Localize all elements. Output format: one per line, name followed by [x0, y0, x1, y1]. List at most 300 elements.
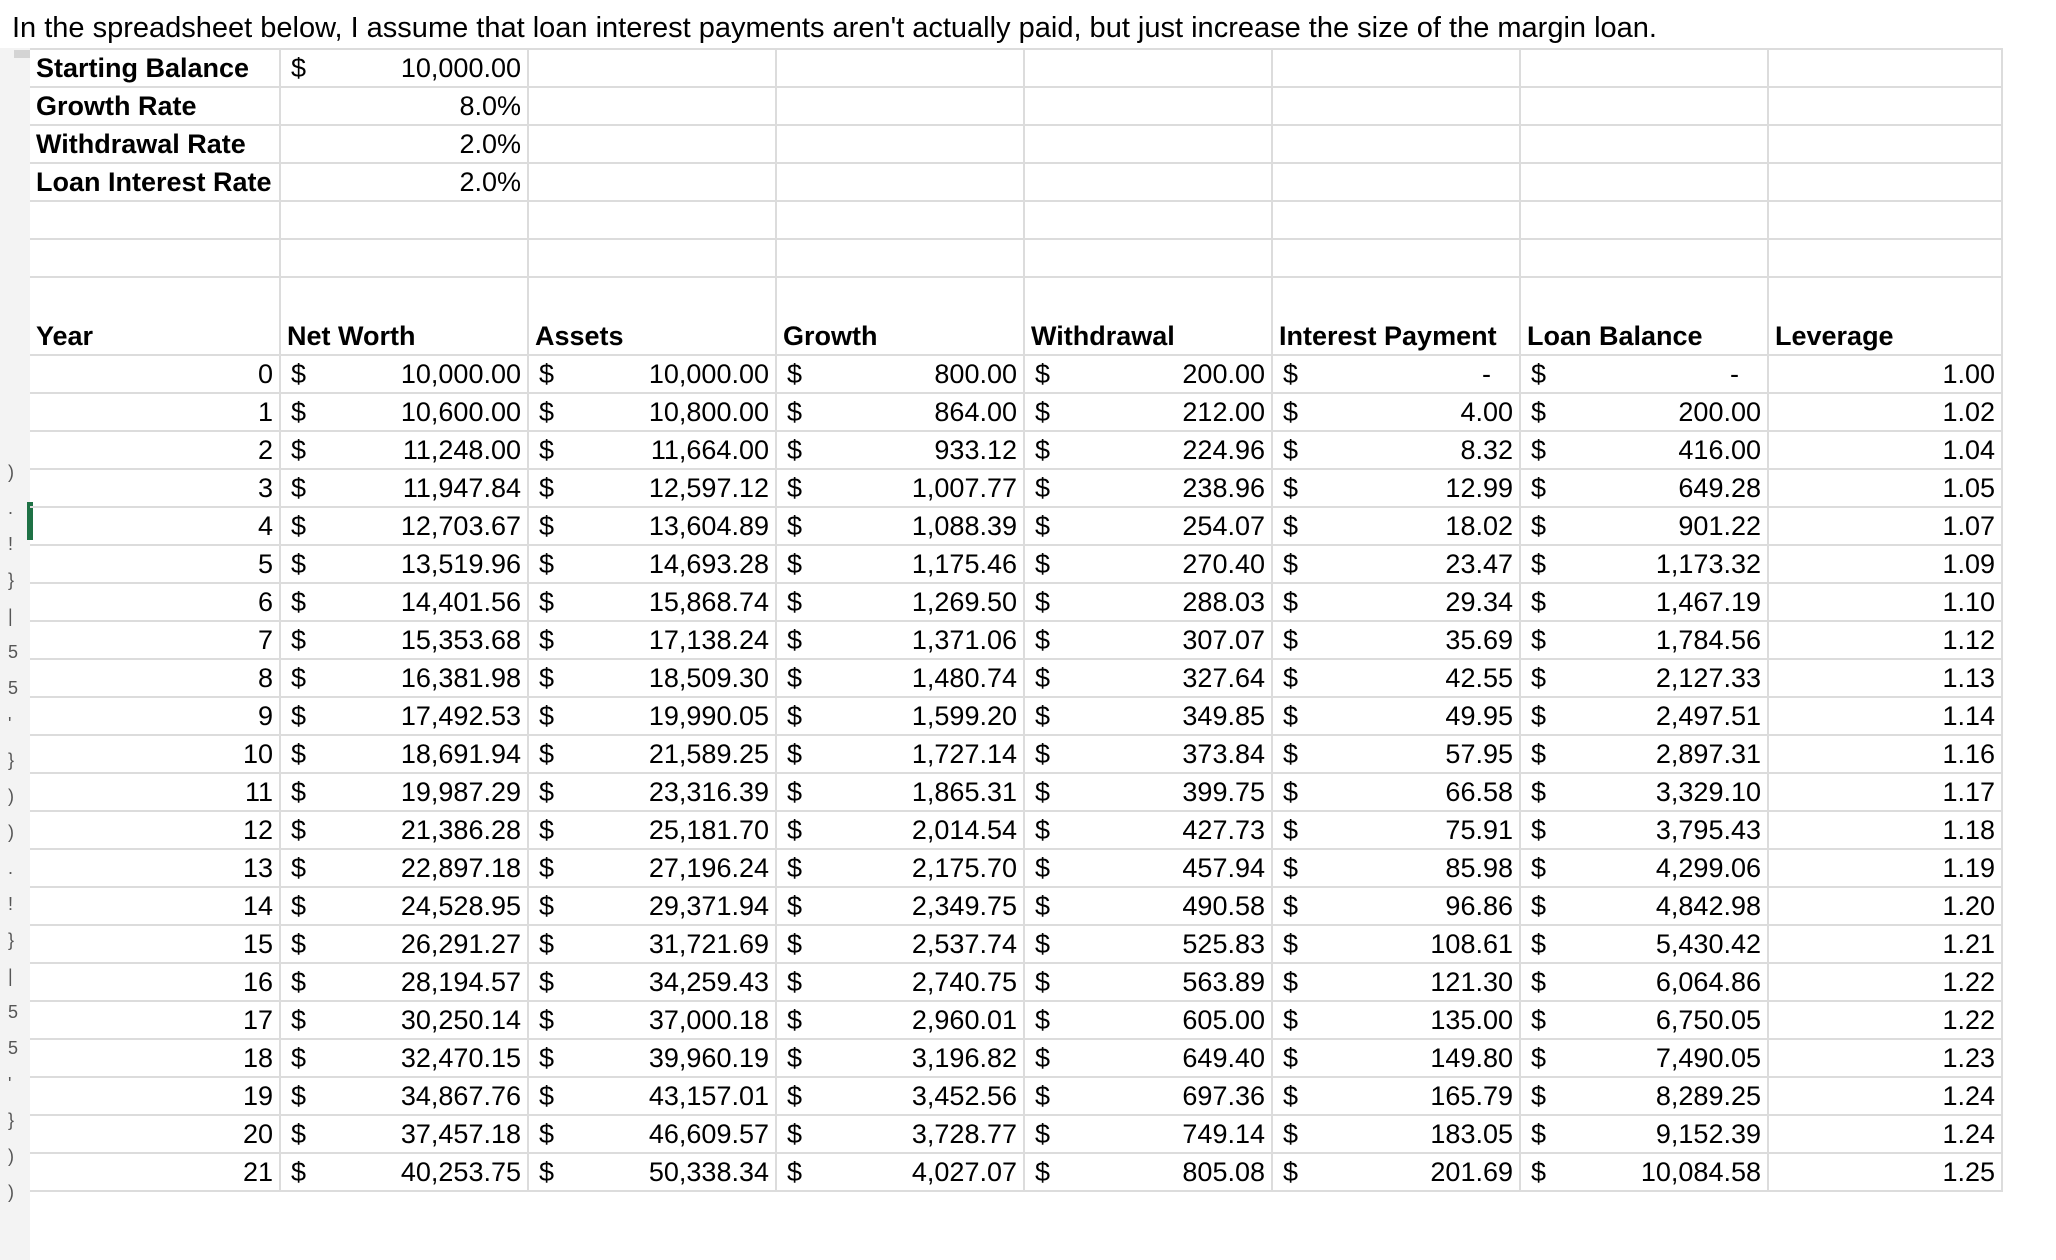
net-worth-cell[interactable] [280, 659, 528, 697]
table-row [30, 849, 2002, 887]
currency-symbol: $ [291, 53, 307, 83]
cell-value: 18,691.94 [400, 739, 521, 769]
currency-symbol: $ [1283, 777, 1299, 807]
cell-value: 57.95 [1445, 739, 1513, 769]
leverage-cell[interactable]: 1.18 [1768, 811, 2002, 849]
withdrawal-cell[interactable] [1024, 1001, 1272, 1039]
growth-cell[interactable] [776, 583, 1024, 621]
param-value[interactable] [280, 49, 528, 87]
cell-value: 34,259.43 [648, 967, 769, 997]
currency-symbol: $ [787, 1005, 803, 1035]
table-row [30, 925, 2002, 963]
withdrawal-cell[interactable] [1024, 963, 1272, 1001]
currency-symbol: $ [1035, 701, 1051, 731]
leverage-cell[interactable]: 1.04 [1768, 431, 2002, 469]
net-worth-cell[interactable] [280, 355, 528, 393]
currency-symbol: $ [1531, 777, 1547, 807]
net-worth-cell[interactable] [280, 1077, 528, 1115]
year-cell[interactable]: 7 [30, 621, 280, 659]
interest-payment-cell[interactable] [1272, 811, 1520, 849]
currency-symbol: $ [1283, 511, 1299, 541]
net-worth-cell[interactable] [280, 1115, 528, 1153]
withdrawal-cell[interactable] [1024, 545, 1272, 583]
currency-symbol: $ [1035, 1157, 1051, 1187]
year-cell[interactable]: 15 [30, 925, 280, 963]
currency-symbol: $ [1035, 739, 1051, 769]
currency-symbol: $ [1035, 511, 1051, 541]
interest-payment-cell[interactable] [1272, 697, 1520, 735]
year-cell[interactable]: 18 [30, 1039, 280, 1077]
row-number-fragment: ) [8, 1146, 14, 1166]
net-worth-cell[interactable] [280, 1001, 528, 1039]
interest-payment-cell[interactable] [1272, 583, 1520, 621]
cell-value: 49.95 [1445, 701, 1513, 731]
interest-payment-cell[interactable] [1272, 393, 1520, 431]
currency-symbol: $ [291, 1005, 307, 1035]
loan-balance-cell[interactable] [1520, 963, 1768, 1001]
growth-cell[interactable] [776, 1153, 1024, 1191]
growth-cell[interactable] [776, 1115, 1024, 1153]
loan-balance-cell[interactable] [1520, 583, 1768, 621]
leverage-cell[interactable]: 1.07 [1768, 507, 2002, 545]
currency-symbol: $ [1035, 777, 1051, 807]
year-cell[interactable]: 16 [30, 963, 280, 1001]
withdrawal-cell[interactable] [1024, 697, 1272, 735]
currency-symbol: $ [1035, 1119, 1051, 1149]
cell-value: 4,842.98 [1655, 891, 1761, 921]
withdrawal-cell[interactable] [1024, 507, 1272, 545]
year-cell[interactable]: 5 [30, 545, 280, 583]
cell-value: 5,430.42 [1655, 929, 1761, 959]
interest-payment-cell[interactable] [1272, 849, 1520, 887]
interest-payment-cell[interactable] [1272, 659, 1520, 697]
loan-balance-cell[interactable] [1520, 773, 1768, 811]
header-year[interactable]: Year [30, 277, 280, 355]
net-worth-cell[interactable] [280, 545, 528, 583]
assets-cell[interactable] [528, 697, 776, 735]
growth-cell[interactable] [776, 1077, 1024, 1115]
interest-payment-cell[interactable] [1272, 925, 1520, 963]
row-number-fragment: 5 [8, 678, 19, 698]
loan-balance-cell[interactable] [1520, 1115, 1768, 1153]
assets-cell[interactable] [528, 811, 776, 849]
currency-symbol: $ [1283, 1043, 1299, 1073]
header-assets[interactable]: Assets [528, 277, 776, 355]
cell-value: 212.00 [1182, 397, 1265, 427]
currency-symbol: $ [787, 663, 803, 693]
blank-row [30, 201, 2002, 239]
interest-payment-cell[interactable] [1272, 735, 1520, 773]
currency-symbol: $ [787, 511, 803, 541]
assets-cell[interactable] [528, 925, 776, 963]
net-worth-cell[interactable] [280, 849, 528, 887]
loan-balance-cell[interactable] [1520, 1077, 1768, 1115]
param-value[interactable]: 2.0% [280, 163, 528, 201]
row-header-gutter [0, 48, 30, 1260]
year-cell[interactable]: 9 [30, 697, 280, 735]
growth-cell[interactable] [776, 469, 1024, 507]
cell-value: 23,316.39 [648, 777, 769, 807]
assets-cell[interactable] [528, 469, 776, 507]
cell-value: 17,138.24 [648, 625, 769, 655]
loan-balance-cell[interactable] [1520, 697, 1768, 735]
table-row [30, 811, 2002, 849]
growth-cell[interactable] [776, 735, 1024, 773]
year-cell[interactable]: 13 [30, 849, 280, 887]
cell-value: 490.58 [1182, 891, 1265, 921]
growth-cell[interactable] [776, 887, 1024, 925]
interest-payment-cell[interactable] [1272, 1077, 1520, 1115]
table-row [30, 773, 2002, 811]
leverage-cell[interactable]: 1.13 [1768, 659, 2002, 697]
currency-symbol: $ [787, 1081, 803, 1111]
withdrawal-cell[interactable] [1024, 773, 1272, 811]
currency-symbol: $ [1035, 549, 1051, 579]
row-number-fragment: 5 [8, 1002, 19, 1022]
param-value[interactable]: 2.0% [280, 125, 528, 163]
currency-symbol: $ [291, 1081, 307, 1111]
cell-value: 1,088.39 [911, 511, 1017, 541]
leverage-cell[interactable]: 1.22 [1768, 963, 2002, 1001]
withdrawal-cell[interactable] [1024, 659, 1272, 697]
net-worth-cell[interactable] [280, 811, 528, 849]
year-cell[interactable]: 17 [30, 1001, 280, 1039]
param-row [30, 163, 2002, 201]
currency-symbol: $ [539, 891, 555, 921]
leverage-cell[interactable]: 1.25 [1768, 1153, 2002, 1191]
growth-cell[interactable] [776, 507, 1024, 545]
cell-value: 307.07 [1182, 625, 1265, 655]
param-value[interactable]: 8.0% [280, 87, 528, 125]
leverage-cell[interactable]: 1.21 [1768, 925, 2002, 963]
year-cell[interactable]: 11 [30, 773, 280, 811]
growth-cell[interactable] [776, 355, 1024, 393]
interest-payment-cell[interactable] [1272, 1153, 1520, 1191]
cell-value: 457.94 [1182, 853, 1265, 883]
param-label[interactable]: Growth Rate [30, 87, 280, 125]
currency-symbol: $ [787, 967, 803, 997]
param-value-text: 10,000.00 [400, 53, 521, 83]
growth-cell[interactable] [776, 849, 1024, 887]
currency-symbol: $ [1531, 1005, 1547, 1035]
blank-row [30, 239, 2002, 277]
year-cell[interactable]: 10 [30, 735, 280, 773]
currency-symbol: $ [291, 511, 307, 541]
cell-value: 4,027.07 [911, 1157, 1017, 1187]
year-cell[interactable]: 12 [30, 811, 280, 849]
table-row [30, 659, 2002, 697]
assets-cell[interactable] [528, 1001, 776, 1039]
interest-payment-cell[interactable] [1272, 1001, 1520, 1039]
cell-value: 183.05 [1430, 1119, 1513, 1149]
currency-symbol: $ [787, 1043, 803, 1073]
leverage-cell[interactable]: 1.12 [1768, 621, 2002, 659]
param-label[interactable]: Starting Balance [30, 49, 280, 87]
year-cell[interactable]: 4 [30, 507, 280, 545]
assets-cell[interactable] [528, 659, 776, 697]
net-worth-cell[interactable] [280, 887, 528, 925]
cell-value: 2,127.33 [1655, 663, 1761, 693]
loan-balance-cell[interactable] [1520, 849, 1768, 887]
withdrawal-cell[interactable] [1024, 393, 1272, 431]
currency-symbol: $ [1283, 473, 1299, 503]
currency-symbol: $ [291, 587, 307, 617]
withdrawal-cell[interactable] [1024, 355, 1272, 393]
withdrawal-cell[interactable] [1024, 925, 1272, 963]
leverage-cell[interactable]: 1.19 [1768, 849, 2002, 887]
net-worth-cell[interactable] [280, 963, 528, 1001]
leverage-cell[interactable]: 1.17 [1768, 773, 2002, 811]
assets-cell[interactable] [528, 887, 776, 925]
growth-cell[interactable] [776, 1001, 1024, 1039]
assets-cell[interactable] [528, 1077, 776, 1115]
net-worth-cell[interactable] [280, 697, 528, 735]
withdrawal-cell[interactable] [1024, 811, 1272, 849]
cell-value: 12,703.67 [400, 511, 521, 541]
year-cell[interactable]: 0 [30, 355, 280, 393]
assets-cell[interactable] [528, 1039, 776, 1077]
currency-symbol: $ [1283, 397, 1299, 427]
withdrawal-cell[interactable] [1024, 583, 1272, 621]
growth-cell[interactable] [776, 963, 1024, 1001]
interest-payment-cell[interactable] [1272, 507, 1520, 545]
loan-balance-cell[interactable] [1520, 735, 1768, 773]
year-cell[interactable]: 6 [30, 583, 280, 621]
withdrawal-cell[interactable] [1024, 469, 1272, 507]
growth-cell[interactable] [776, 811, 1024, 849]
header-net-worth[interactable]: Net Worth [280, 277, 528, 355]
cell-value: 373.84 [1182, 739, 1265, 769]
cell-value: 697.36 [1182, 1081, 1265, 1111]
cell-value: 238.96 [1182, 473, 1265, 503]
assets-cell[interactable] [528, 355, 776, 393]
withdrawal-cell[interactable] [1024, 1039, 1272, 1077]
growth-cell[interactable] [776, 545, 1024, 583]
net-worth-cell[interactable] [280, 1039, 528, 1077]
assets-cell[interactable] [528, 431, 776, 469]
assets-cell[interactable] [528, 545, 776, 583]
net-worth-cell[interactable] [280, 507, 528, 545]
withdrawal-cell[interactable] [1024, 621, 1272, 659]
leverage-cell[interactable]: 1.10 [1768, 583, 2002, 621]
cell-value: 96.86 [1445, 891, 1513, 921]
cell-value: 7,490.05 [1655, 1043, 1761, 1073]
assets-cell[interactable] [528, 583, 776, 621]
loan-balance-cell[interactable] [1520, 469, 1768, 507]
loan-balance-cell[interactable] [1520, 507, 1768, 545]
assets-cell[interactable] [528, 393, 776, 431]
withdrawal-cell[interactable] [1024, 1077, 1272, 1115]
cell-value: 24,528.95 [400, 891, 521, 921]
loan-balance-cell[interactable] [1520, 1001, 1768, 1039]
cell-value: 805.08 [1182, 1157, 1265, 1187]
growth-cell[interactable] [776, 773, 1024, 811]
loan-balance-cell[interactable] [1520, 659, 1768, 697]
table-row [30, 735, 2002, 773]
net-worth-cell[interactable] [280, 925, 528, 963]
param-row [30, 125, 2002, 163]
leverage-cell[interactable]: 1.24 [1768, 1115, 2002, 1153]
param-row [30, 87, 2002, 125]
currency-symbol: $ [1035, 1005, 1051, 1035]
table-row [30, 1115, 2002, 1153]
header-leverage[interactable]: Leverage [1768, 277, 2002, 355]
currency-symbol: $ [291, 777, 307, 807]
param-row [30, 49, 2002, 87]
assets-cell[interactable] [528, 1153, 776, 1191]
growth-cell[interactable] [776, 659, 1024, 697]
table-row [30, 431, 2002, 469]
assets-cell[interactable] [528, 773, 776, 811]
withdrawal-cell[interactable] [1024, 1153, 1272, 1191]
interest-payment-cell[interactable] [1272, 1039, 1520, 1077]
interest-payment-cell[interactable] [1272, 545, 1520, 583]
leverage-cell[interactable]: 1.09 [1768, 545, 2002, 583]
leverage-cell[interactable]: 1.05 [1768, 469, 2002, 507]
cell-value: 43,157.01 [648, 1081, 769, 1111]
withdrawal-cell[interactable] [1024, 849, 1272, 887]
currency-symbol: $ [787, 739, 803, 769]
cell-value: 427.73 [1182, 815, 1265, 845]
assets-cell[interactable] [528, 507, 776, 545]
loan-balance-cell[interactable] [1520, 355, 1768, 393]
leverage-cell[interactable]: 1.00 [1768, 355, 2002, 393]
interest-payment-cell[interactable] [1272, 621, 1520, 659]
net-worth-cell[interactable] [280, 583, 528, 621]
growth-cell[interactable] [776, 1039, 1024, 1077]
row-number-fragment: ) [8, 462, 14, 482]
withdrawal-cell[interactable] [1024, 735, 1272, 773]
leverage-cell[interactable]: 1.14 [1768, 697, 2002, 735]
net-worth-cell[interactable] [280, 621, 528, 659]
cell-value: 1,865.31 [911, 777, 1017, 807]
currency-symbol: $ [1035, 359, 1051, 389]
net-worth-cell[interactable] [280, 773, 528, 811]
table-row [30, 469, 2002, 507]
net-worth-cell[interactable] [280, 431, 528, 469]
cell-value: 800.00 [934, 359, 1017, 389]
cell-value: 288.03 [1182, 587, 1265, 617]
select-all-corner[interactable] [14, 50, 30, 58]
leverage-cell[interactable]: 1.22 [1768, 1001, 2002, 1039]
growth-cell[interactable] [776, 431, 1024, 469]
year-cell[interactable]: 1 [30, 393, 280, 431]
header-interest-payment[interactable]: Interest Payment [1272, 277, 1520, 355]
currency-symbol: $ [1531, 967, 1547, 997]
currency-symbol: $ [1283, 1157, 1299, 1187]
net-worth-cell[interactable] [280, 1153, 528, 1191]
leverage-cell[interactable]: 1.02 [1768, 393, 2002, 431]
interest-payment-cell[interactable] [1272, 773, 1520, 811]
net-worth-cell[interactable] [280, 469, 528, 507]
year-cell[interactable]: 2 [30, 431, 280, 469]
cell-value: 4,299.06 [1655, 853, 1761, 883]
currency-symbol: $ [1283, 739, 1299, 769]
growth-cell[interactable] [776, 621, 1024, 659]
year-cell[interactable]: 20 [30, 1115, 280, 1153]
net-worth-cell[interactable] [280, 393, 528, 431]
cell-value: 200.00 [1678, 397, 1761, 427]
year-cell[interactable]: 19 [30, 1077, 280, 1115]
cell-value: 10,000.00 [400, 359, 521, 389]
cell-value: 2,897.31 [1655, 739, 1761, 769]
interest-payment-cell[interactable] [1272, 355, 1520, 393]
assets-cell[interactable] [528, 735, 776, 773]
interest-payment-cell[interactable] [1272, 469, 1520, 507]
leverage-cell[interactable]: 1.16 [1768, 735, 2002, 773]
cell-value: 46,609.57 [648, 1119, 769, 1149]
interest-payment-cell[interactable] [1272, 963, 1520, 1001]
withdrawal-cell[interactable] [1024, 1115, 1272, 1153]
currency-symbol: $ [1035, 625, 1051, 655]
header-loan-balance[interactable]: Loan Balance [1520, 277, 1768, 355]
year-cell[interactable]: 14 [30, 887, 280, 925]
row-number-fragment: ' [8, 714, 12, 734]
interest-payment-cell[interactable] [1272, 1115, 1520, 1153]
cell-value: 2,349.75 [911, 891, 1017, 921]
interest-payment-cell[interactable] [1272, 887, 1520, 925]
header-withdrawal[interactable]: Withdrawal [1024, 277, 1272, 355]
cell-value: 2,497.51 [1655, 701, 1761, 731]
assets-cell[interactable] [528, 1115, 776, 1153]
withdrawal-cell[interactable] [1024, 431, 1272, 469]
cell-value: - [1482, 359, 1491, 389]
assets-cell[interactable] [528, 621, 776, 659]
table-row [30, 1153, 2002, 1191]
loan-balance-cell[interactable] [1520, 621, 1768, 659]
currency-symbol: $ [1283, 435, 1299, 465]
currency-symbol: $ [1531, 1043, 1547, 1073]
loan-balance-cell[interactable] [1520, 545, 1768, 583]
leverage-cell[interactable]: 1.20 [1768, 887, 2002, 925]
leverage-cell[interactable]: 1.23 [1768, 1039, 2002, 1077]
loan-balance-cell[interactable] [1520, 393, 1768, 431]
currency-symbol: $ [1035, 967, 1051, 997]
currency-symbol: $ [291, 625, 307, 655]
header-growth[interactable]: Growth [776, 277, 1024, 355]
loan-balance-cell[interactable] [1520, 925, 1768, 963]
loan-balance-cell[interactable] [1520, 811, 1768, 849]
year-cell[interactable]: 21 [30, 1153, 280, 1191]
leverage-cell[interactable]: 1.24 [1768, 1077, 2002, 1115]
year-cell[interactable]: 3 [30, 469, 280, 507]
currency-symbol: $ [1283, 929, 1299, 959]
row-number-fragment: ) [8, 786, 14, 806]
loan-balance-cell[interactable] [1520, 887, 1768, 925]
cell-value: 1,269.50 [911, 587, 1017, 617]
assets-cell[interactable] [528, 963, 776, 1001]
param-label[interactable]: Loan Interest Rate [30, 163, 280, 201]
loan-balance-cell[interactable] [1520, 1039, 1768, 1077]
cell-value: 1,599.20 [911, 701, 1017, 731]
cell-value: 85.98 [1445, 853, 1513, 883]
loan-balance-cell[interactable] [1520, 1153, 1768, 1191]
net-worth-cell[interactable] [280, 735, 528, 773]
cell-value: 1,371.06 [911, 625, 1017, 655]
assets-cell[interactable] [528, 849, 776, 887]
param-label[interactable]: Withdrawal Rate [30, 125, 280, 163]
year-cell[interactable]: 8 [30, 659, 280, 697]
growth-cell[interactable] [776, 697, 1024, 735]
withdrawal-cell[interactable] [1024, 887, 1272, 925]
interest-payment-cell[interactable] [1272, 431, 1520, 469]
cell-value: 9,152.39 [1655, 1119, 1761, 1149]
currency-symbol: $ [1035, 473, 1051, 503]
growth-cell[interactable] [776, 393, 1024, 431]
growth-cell[interactable] [776, 925, 1024, 963]
loan-balance-cell[interactable] [1520, 431, 1768, 469]
currency-symbol: $ [539, 1157, 555, 1187]
